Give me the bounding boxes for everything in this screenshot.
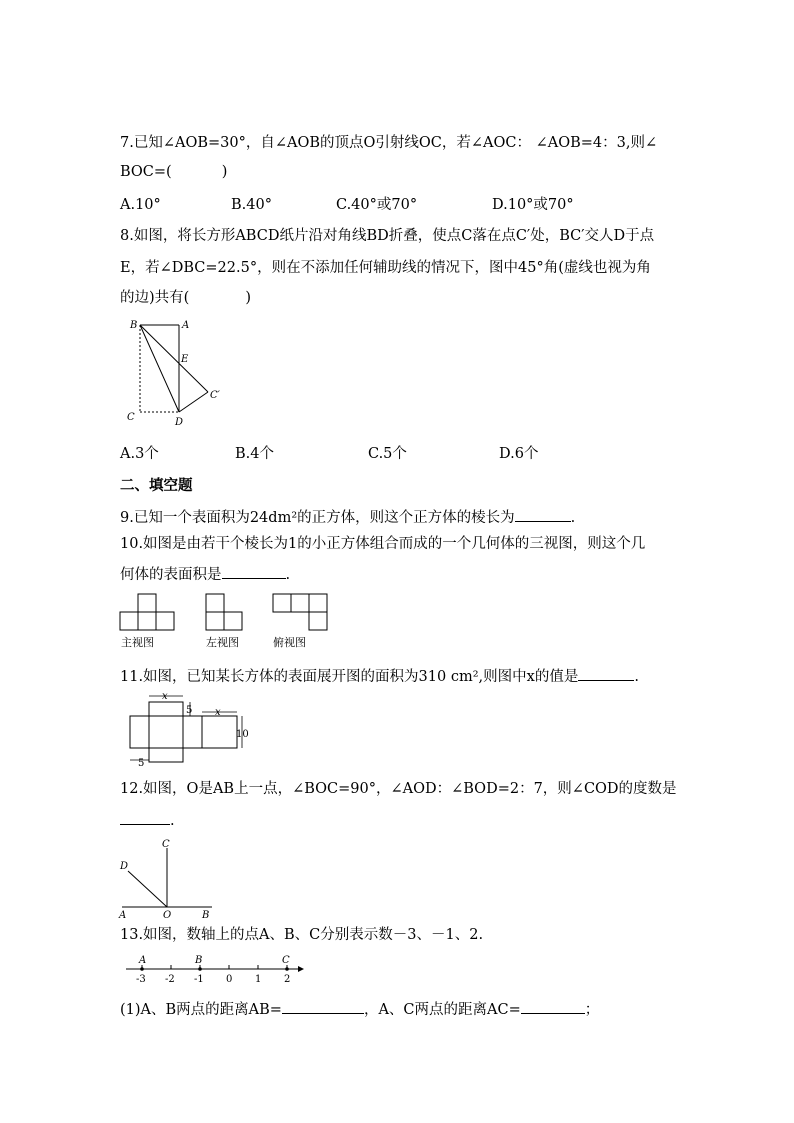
q8-label-b: B (130, 320, 138, 331)
q11-label-x-top: x (162, 691, 168, 702)
q7-line2-end: ) (221, 164, 228, 180)
q8-line3-start: 的边)共有( (120, 290, 190, 306)
q11-label-x-right: x (215, 707, 221, 718)
q7-line2-start: BOC=( (120, 164, 172, 180)
q10-answer-blank[interactable] (222, 564, 286, 579)
q13-number-line (122, 953, 307, 987)
q10-line2 (120, 564, 290, 585)
q7-option-a: A.10° (120, 197, 161, 213)
q10-line2-text: 何体的表面积是 (120, 567, 222, 583)
q8-label-c: C (127, 412, 135, 423)
q13-sub1-end: ； (584, 1002, 600, 1018)
q13-tick-neg1: -1 (194, 974, 204, 985)
q12-answer-blank[interactable] (120, 810, 170, 825)
q12-line1: 12.如图，O是AB上一点，∠BOC=90°，∠AOD：∠BOD=2：7，则∠COD的度数是 (120, 781, 677, 797)
q13-line1: 13.如图，数轴上的点A、B、C分别表示数－3、－1、2. (120, 927, 484, 943)
q8-line2: E，若∠DBC=22.5°，则在不添加任何辅助线的情况下，图中45°角(虚线也视为角 (120, 260, 651, 276)
q13-tick-1: 1 (255, 974, 262, 985)
section2-heading: 二、填空题 (120, 478, 193, 494)
q13-point-c: C (282, 955, 290, 966)
q7-option-b: B.40° (231, 197, 272, 213)
q11-label-5-bottom: 5 (138, 758, 145, 769)
q9-end: . (570, 510, 576, 526)
q12-label-b: B (202, 910, 210, 921)
q12-end: . (170, 813, 175, 829)
q10-end: . (285, 567, 291, 583)
q9-line (120, 507, 575, 528)
q13-tick-neg2: -2 (165, 974, 175, 985)
q13-sub1 (120, 999, 599, 1020)
q12-label-c: C (162, 839, 170, 850)
q13-tick-0: 0 (226, 974, 233, 985)
q10-three-views-figure (118, 592, 338, 652)
q8-fold-figure (120, 312, 230, 432)
q13-point-a: A (139, 955, 147, 966)
q7-line2 (120, 162, 227, 182)
q10-top-view (273, 594, 327, 630)
q9-answer-blank[interactable] (515, 507, 571, 522)
q11-label-5-top: 5 (186, 705, 193, 716)
q8-line3-end: ) (245, 290, 251, 306)
q13-ac-answer-blank[interactable] (521, 999, 585, 1014)
q11-line (120, 666, 639, 687)
q12-label-a: A (119, 910, 127, 921)
q11-end: . (634, 669, 639, 685)
q12-line2 (120, 810, 175, 831)
q10-caption-left: 左视图 (206, 636, 239, 649)
q13-sub1-text-b: ，A、C两点的距离AC= (363, 1002, 521, 1018)
q8-option-c: C.5个 (368, 446, 407, 462)
q10-line1: 10.如图是由若干个棱长为1的小正方体组合而成的一个几何体的三视图，则这个几 (120, 536, 646, 552)
q12-angle-figure (116, 836, 216, 921)
q11-net-figure (118, 690, 258, 770)
q11-text: 11.如图，已知某长方体的表面展开图的面积为310 cm²,则图中x的值是 (120, 669, 579, 685)
q11-answer-blank[interactable] (578, 666, 634, 681)
q8-label-e: E (181, 354, 189, 365)
q12-label-o: O (163, 910, 172, 921)
q10-front-view (120, 594, 174, 630)
q13-ab-answer-blank[interactable] (282, 999, 364, 1014)
q12-label-d: D (120, 861, 129, 872)
q9-text: 9.已知一个表面积为24dm²的正方体，则这个正方体的棱长为 (120, 510, 515, 526)
q8-label-a: A (182, 320, 190, 331)
q8-line3 (120, 288, 251, 308)
q10-caption-front: 主视图 (121, 636, 154, 649)
q13-tick-2: 2 (284, 974, 291, 985)
q13-point-b: B (195, 955, 203, 966)
q8-option-a: A.3个 (120, 446, 159, 462)
q10-left-view (206, 594, 242, 630)
q8-option-d: D.6个 (499, 446, 539, 462)
q7-line1: 7.已知∠AOB=30°，自∠AOB的顶点O引射线OC，若∠AOC： ∠AOB=4：3,则∠ (120, 135, 658, 151)
q11-label-10: 10 (236, 729, 249, 740)
q8-label-c-prime: C′ (210, 390, 220, 401)
q7-option-c: C.40°或70° (336, 197, 418, 213)
q13-tick-neg3: -3 (136, 974, 146, 985)
q8-line1: 8.如图，将长方形ABCD纸片沿对角线BD折叠，使点C落在点C′处，BC′交人D于点 (120, 228, 655, 244)
q13-sub1-text-a: (1)A、B两点的距离AB= (120, 1002, 282, 1018)
q10-caption-top: 俯视图 (273, 636, 306, 649)
q7-option-d: D.10°或70° (492, 197, 574, 213)
q8-label-d: D (175, 417, 184, 428)
q8-option-b: B.4个 (235, 446, 274, 462)
